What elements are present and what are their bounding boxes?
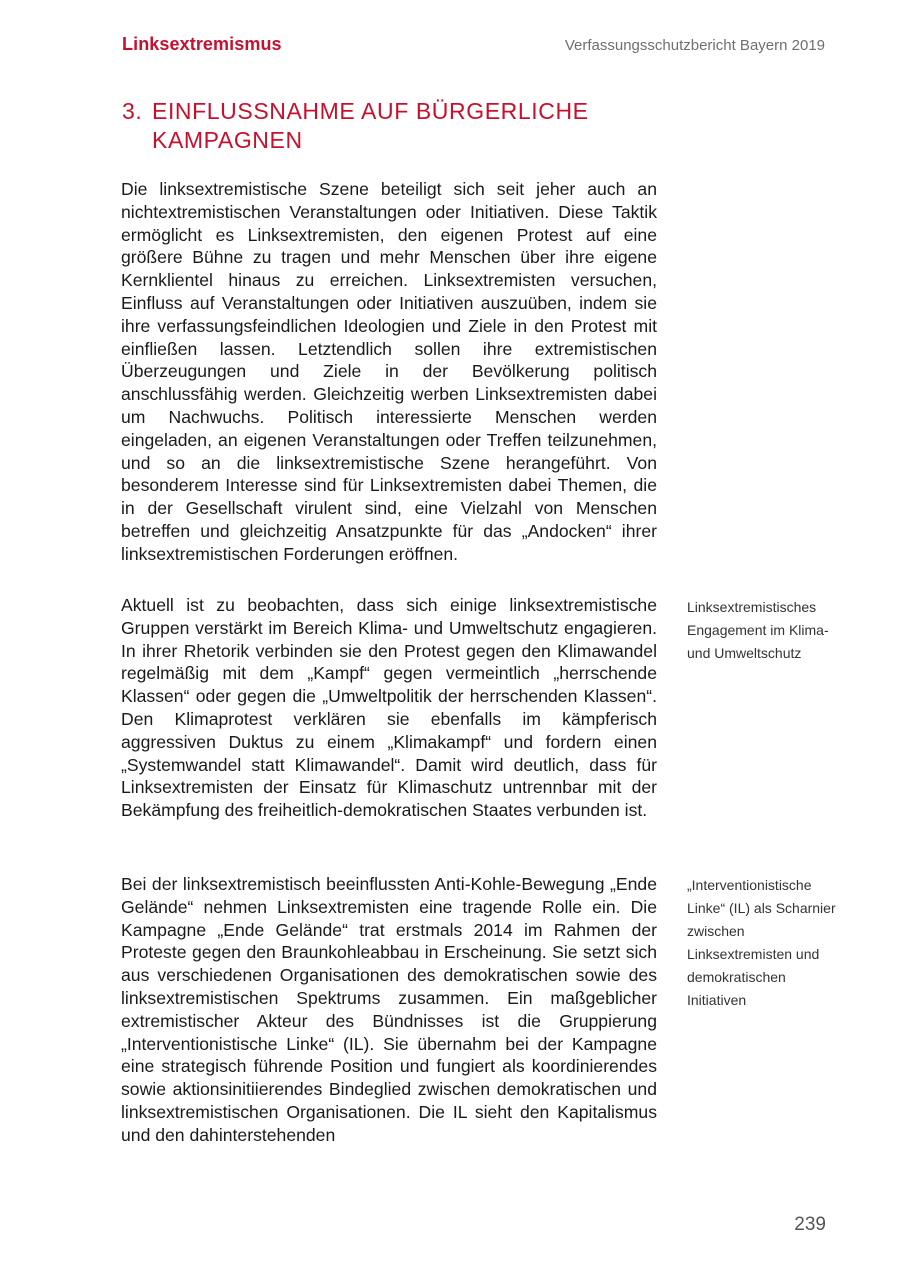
- chapter-title: EINFLUSSNAHME AUF BÜRGERLICHE KAMPAGNEN: [152, 98, 589, 153]
- page-number: 239: [794, 1214, 826, 1235]
- running-header-section: Linksextremismus: [122, 34, 282, 54]
- chapter-number: 3.: [122, 98, 143, 124]
- body-paragraph: Die linksextremistische Szene beteiligt sich seit jeher auch an nichtextremistischen Veranstaltungen oder Initiativen. Diese Taktik ermöglicht es Linksextremisten, den eigenen Protest auf eine größere Bühne zu tragen und mehr Menschen über ihre eigene Kernklientel hinaus zu erreichen. Linksextremisten versuchen, Einfluss auf Veranstaltungen oder Initiativen auszuüben, indem sie ihre verfassungsfeindlichen Ideologien und Ziele in den Protest mit einfließen lassen. Letztendlich sollen ihre extremistischen Überzeugungen und Ziele in der Bevölkerung politisch anschlussfähig werden. Gleichzeitig werben Linksextremisten dabei um Nachwuchs. Politisch interessierte Menschen werden eingeladen, an eigenen Veranstaltungen oder Treffen teilzunehmen, und so an die linksextremistische Szene herangeführt. Von besonderem Interesse sind für Linksextremisten dabei Themen, die in der Gesellschaft virulent sind, eine Vielzahl von Menschen betreffen und gleichzeitig Ansatzpunkte für das „Andocken“ ihrer linksextremistischen Forderungen eröffnen.: [121, 179, 657, 564]
- body-paragraph: Aktuell ist zu beobachten, dass sich einige linksextremistische Gruppen verstärkt im Bereich Klima- und Umweltschutz engagieren. In ihrer Rhetorik verbinden sie den Protest gegen den Klimawandel regelmäßig mit dem „Kampf“ gegen vermeintlich „herrschende Klassen“ oder gegen die „Umweltpolitik der herrschenden Klassen“. Den Klimaprotest verklären sie ebenfalls im kämpferisch aggressiven Duktus zu einem „Klimakampf“ und fordern einen „Systemwandel statt Klimawandel“. Damit wird deutlich, dass für Linksextremisten der Einsatz für Klimaschutz untrennbar mit der Bekämpfung des freiheitlich-demokratischen Staates verbunden ist.: [121, 595, 657, 821]
- running-header-report-title: Verfassungsschutzbericht Bayern 2019: [564, 37, 825, 54]
- margin-note-climate-engagement: Linksextremistisches Engagement im Klima- und Umweltschutz: [687, 599, 829, 661]
- chapter-heading: [122, 97, 662, 155]
- body-paragraph: Bei der linksextremistisch beeinflussten Anti-Kohle-Bewegung „Ende Gelände“ nehmen Linksextremisten eine tragende Rolle ein. Die Kampagne „Ende Gelände“ trat erstmals 2014 im Rahmen der Proteste gegen den Braunkohleabbau in Erscheinung. Sie setzt sich aus verschiedenen Organisationen des demokratischen sowie des linksextremistischen Spektrums zusammen. Ein maßgeblicher extremistischer Akteur des Bündnisses ist die Gruppierung „Interventionistische Linke“ (IL). Sie übernahm bei der Kampagne eine strategisch führende Position und fungiert als koordinierendes sowie aktionsinitiierendes Bindeglied zwischen demokratischen und linksextremistischen Organisationen. Die IL sieht den Kapitalismus und den dahinterstehenden: [121, 874, 657, 1145]
- margin-note-interventionist-left: „Interventionistische Linke“ (IL) als Scharnier zwischen Linksextremisten und demokratischen Initiativen: [687, 877, 836, 1008]
